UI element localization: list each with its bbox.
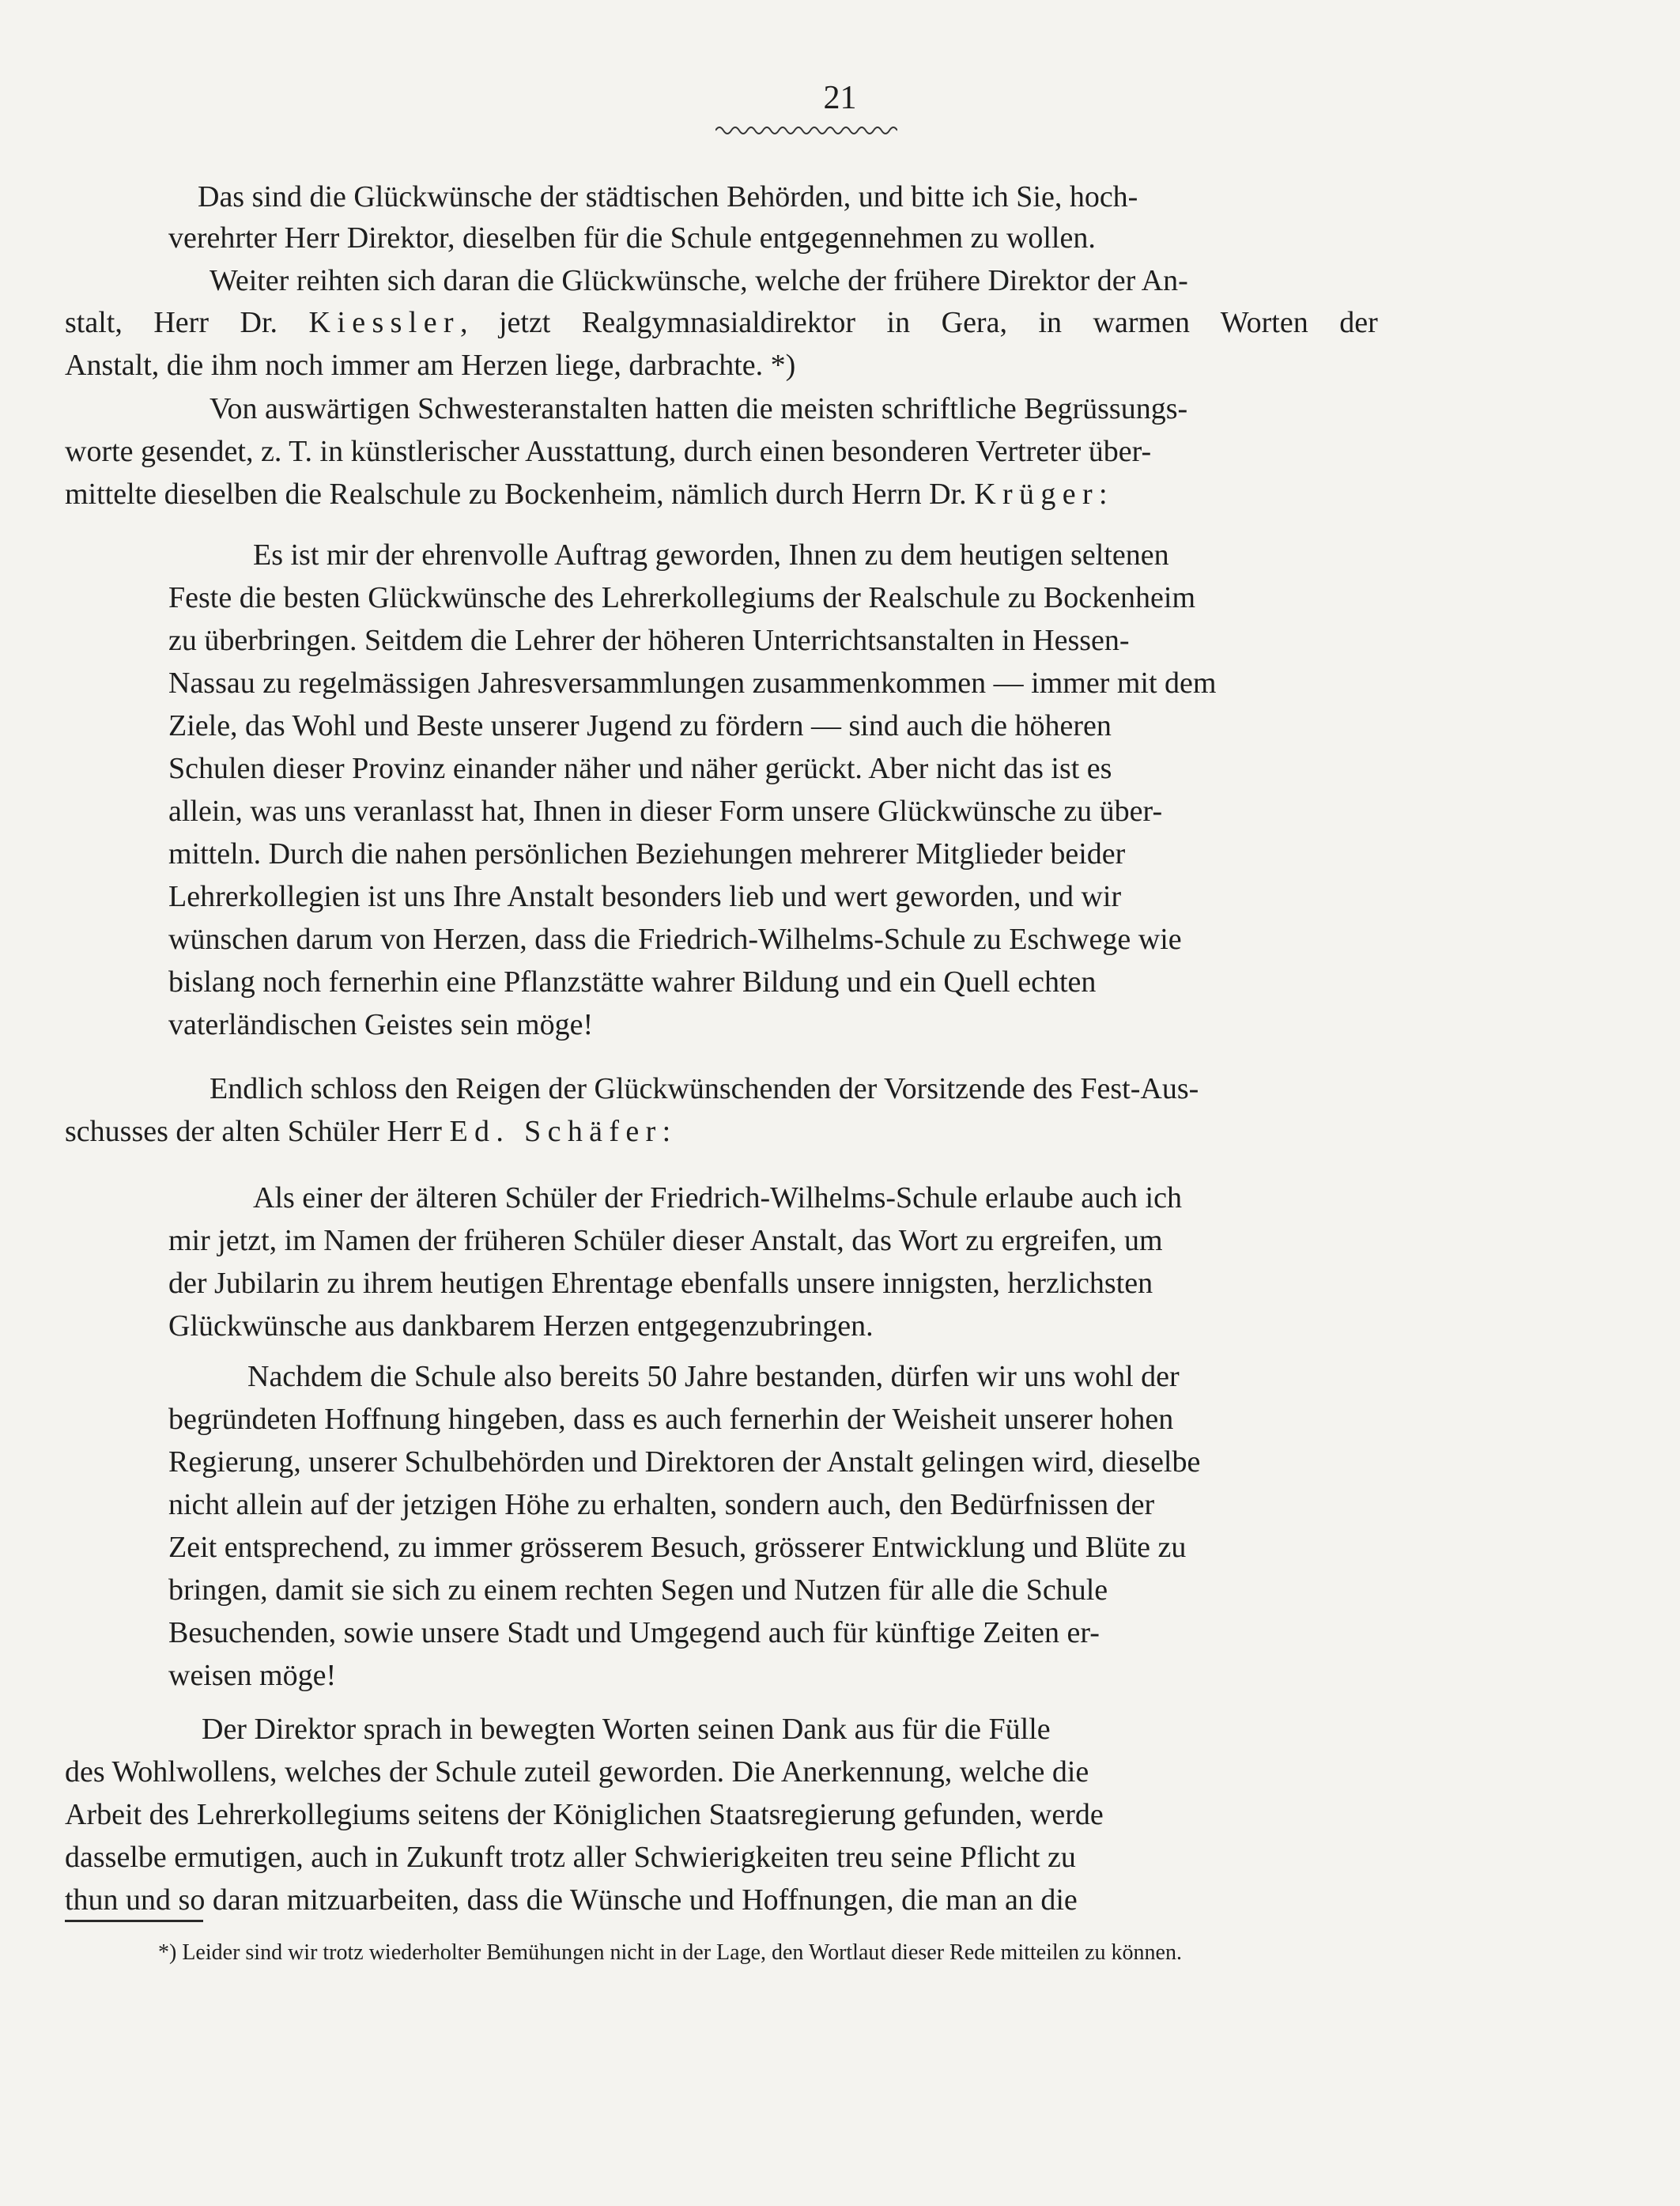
text-line: mitteln. Durch die nahen persönlichen Beziehungen mehrerer Mitglieder beider <box>168 837 1126 871</box>
line-segment: mittelte dieselben die Realschule zu Bockenheim, nämlich durch Herrn Dr. Krüger: <box>65 478 1108 511</box>
text-line: Weiter reihten sich daran die Glückwünsche, welche der frühere Direktor der An- <box>210 264 1188 297</box>
text-line: Als einer der älteren Schüler der Friedrich-Wilhelms-Schule erlaube auch ich <box>253 1181 1182 1214</box>
text-line: begründeten Hoffnung hingeben, dass es auch fernerhin der Weisheit unserer hohen <box>168 1403 1174 1436</box>
text-line: vaterländischen Geistes sein möge! <box>168 1008 594 1041</box>
text-line: Besuchenden, sowie unsere Stadt und Umgegend auch für künftige Zeiten er- <box>168 1616 1100 1649</box>
text-line: Anstalt, die ihm noch immer am Herzen liege, darbrachte. *) <box>65 349 796 382</box>
person-name-krueger: Krüger <box>974 478 1099 511</box>
footnote: *) Leider sind wir trotz wiederholter Bemühungen nicht in der Lage, den Wortlaut dieser Rede mitteilen zu können. <box>158 1940 1182 1965</box>
text-line: mir jetzt, im Namen der früheren Schüler dieser Anstalt, das Wort zu ergreifen, um <box>168 1224 1163 1257</box>
underline-rule <box>65 1920 203 1922</box>
text-line: Feste die besten Glückwünsche des Lehrerkollegiums der Realschule zu Bockenheim <box>168 581 1195 614</box>
text-line: Von auswärtigen Schwesteranstalten hatten die meisten schriftliche Begrüssungs- <box>210 392 1188 425</box>
text-line: worte gesendet, z. T. in künstlerischer Ausstattung, durch einen besonderen Vertreter über- <box>65 435 1152 468</box>
line-segment: schusses der alten Schüler Herr Ed. Schäfer: <box>65 1115 671 1148</box>
text-line: der Jubilarin zu ihrem heutigen Ehrentage ebenfalls unsere innigsten, herzlichsten <box>168 1267 1153 1300</box>
text-line: Ziele, das Wohl und Beste unserer Jugend zu fördern — sind auch die höheren <box>168 709 1112 742</box>
text-line: allein, was uns veranlasst hat, Ihnen in dieser Form unsere Glückwünsche zu über- <box>168 795 1163 828</box>
text-line: Glückwünsche aus dankbarem Herzen entgegenzubringen. <box>168 1309 874 1343</box>
text-line: Nassau zu regelmässigen Jahresversammlungen zusammenkommen — immer mit dem <box>168 667 1217 700</box>
text-line: Arbeit des Lehrerkollegiums seitens der Königlichen Staatsregierung gefunden, werde <box>65 1798 1104 1831</box>
text-line: Der Direktor sprach in bewegten Worten seinen Dank aus für die Fülle <box>202 1713 1051 1746</box>
text-line: Nachdem die Schule also bereits 50 Jahre bestanden, dürfen wir uns wohl der <box>247 1360 1180 1393</box>
text-line: Schulen dieser Provinz einander näher und näher gerückt. Aber nicht das ist es <box>168 752 1112 785</box>
text-line: Lehrerkollegien ist uns Ihre Anstalt besonders lieb und wert geworden, und wir <box>168 880 1122 913</box>
text-line: dasselbe ermutigen, auch in Zukunft trotz aller Schwierigkeiten treu seine Pflicht zu <box>65 1841 1076 1874</box>
text-line <box>0 1110 1680 1153</box>
text-line: wünschen darum von Herzen, dass die Friedrich-Wilhelms-Schule zu Eschwege wie <box>168 923 1182 956</box>
text-line <box>0 301 1680 344</box>
text-line: Zeit entsprechend, zu immer grösserem Besuch, grösserer Entwicklung und Blüte zu <box>168 1531 1187 1564</box>
line-segment: stalt, Herr Dr. Kiessler, jetzt Realgymnasialdirektor in Gera, in warmen Worten der <box>65 306 1378 339</box>
text-line: zu überbringen. Seitdem die Lehrer der höheren Unterrichtsanstalten in Hessen- <box>168 624 1130 657</box>
text-line: thun und so daran mitzuarbeiten, dass die Wünsche und Hoffnungen, die man an die <box>65 1883 1078 1917</box>
text-line: bislang noch fernerhin eine Pflanzstätte wahrer Bildung und ein Quell echten <box>168 965 1097 999</box>
text-line <box>0 473 1680 516</box>
text-line: Es ist mir der ehrenvolle Auftrag geworden, Ihnen zu dem heutigen seltenen <box>253 538 1169 572</box>
decorative-rule <box>715 123 897 138</box>
text-line: Das sind die Glückwünsche der städtischen Behörden, und bitte ich Sie, hoch- <box>198 180 1138 213</box>
text-line: bringen, damit sie sich zu einem rechten Segen und Nutzen für alle die Schule <box>168 1573 1108 1607</box>
page-number: 21 <box>823 80 857 116</box>
text-line: weisen möge! <box>168 1659 337 1692</box>
text-line: Endlich schloss den Reigen der Glückwünschenden der Vorsitzende des Fest-Aus- <box>210 1072 1199 1105</box>
text-line: verehrter Herr Direktor, dieselben für die Schule entgegennehmen zu wollen. <box>168 221 1096 255</box>
text-line: Regierung, unserer Schulbehörden und Direktoren der Anstalt gelingen wird, dieselbe <box>168 1445 1201 1479</box>
text-line: des Wohlwollens, welches der Schule zuteil geworden. Die Anerkennung, welche die <box>65 1755 1089 1789</box>
text-line: nicht allein auf der jetzigen Höhe zu erhalten, sondern auch, den Bedürfnissen der <box>168 1488 1155 1521</box>
person-name-schaefer: Ed. Schäfer <box>449 1115 663 1148</box>
person-name-kiessler: Kiessler <box>308 306 460 339</box>
